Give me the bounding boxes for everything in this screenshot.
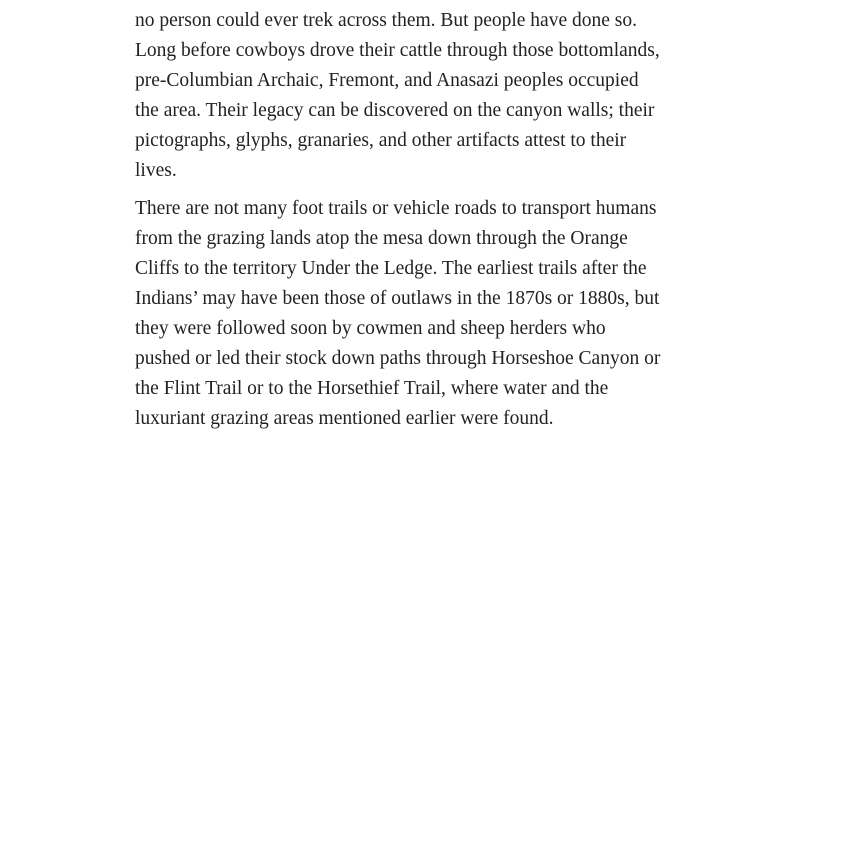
paragraph-1 <box>135 6 715 186</box>
text-line: no person could ever trek across them. But people have done so. <box>135 10 637 31</box>
document-page <box>135 6 715 434</box>
text-line: from the grazing lands atop the mesa down through the Orange <box>135 228 628 249</box>
text-line: Indians’ may have been those of outlaws in the 1870s or 1880s, but <box>135 288 660 309</box>
text-line: the area. Their legacy can be discovered on the canyon walls; their <box>135 100 655 121</box>
text-line: pre-Columbian Archaic, Fremont, and Anasazi peoples occupied <box>135 70 639 91</box>
text-line: they were followed soon by cowmen and sheep herders who <box>135 318 606 339</box>
text-line: pushed or led their stock down paths through Horseshoe Canyon or <box>135 348 661 369</box>
text-line: Long before cowboys drove their cattle through those bottomlands, <box>135 40 660 61</box>
text-line: There are not many foot trails or vehicle roads to transport humans <box>135 198 657 219</box>
text-line: lives. <box>135 160 177 181</box>
text-line: luxuriant grazing areas mentioned earlier were found. <box>135 408 554 429</box>
text-line: pictographs, glyphs, granaries, and other artifacts attest to their <box>135 130 627 151</box>
text-line: the Flint Trail or to the Horsethief Trail, where water and the <box>135 378 609 399</box>
text-line: Cliffs to the territory Under the Ledge. The earliest trails after the <box>135 258 647 279</box>
paragraph-2 <box>135 194 715 434</box>
